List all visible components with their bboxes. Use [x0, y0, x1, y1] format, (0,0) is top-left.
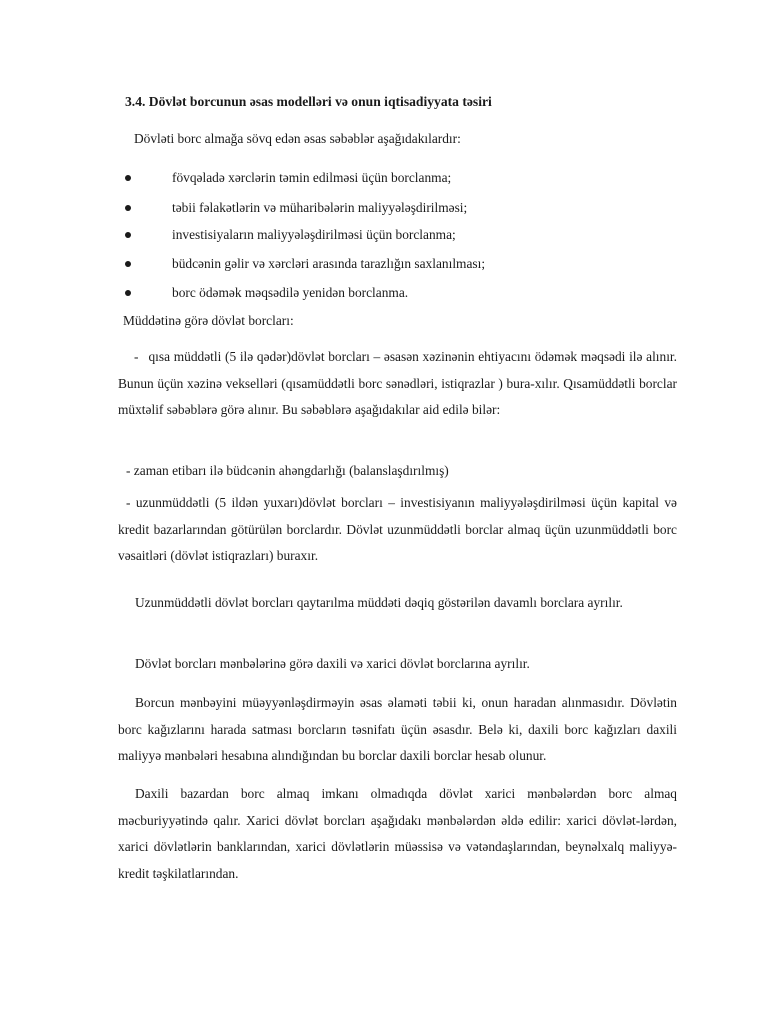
- short-term-paragraph: [118, 344, 677, 424]
- origin-paragraph: Borcun mənbəyini müəyyənləşdirməyin əsas əlaməti təbii ki, onun haradan alınmasıdır. Dövlətin borc kağızlarını harada satması borcların təsnifatı üçün əsasdır. Belə ki, daxili borc kağızları daxili maliyyə mənbələri hesabına alındığından bu borclar daxili borclar hesab olunur.: [118, 695, 677, 763]
- term-classification-heading: Müddətinə görə dövlət borcları:: [123, 313, 294, 328]
- bullet-icon: [125, 175, 131, 181]
- bullet-text: təbii fəlakətlərin və müharibələrin maliyyələşdirilməsi;: [172, 200, 468, 215]
- bullet-icon: [125, 290, 131, 296]
- bullet-text: investisiyaların maliyyələşdirilməsi üçün borclanma;: [172, 227, 456, 242]
- bullet-icon: [125, 261, 131, 267]
- bullet-text: fövqəladə xərclərin təmin edilməsi üçün borclanma;: [172, 170, 452, 185]
- long-term-paragraph: - uzunmüddətli (5 ildən yuxarı)dövlət borcları – investisiyanın maliyyələşdirilməsi üçün kapital və kredit bazarlarından götürülən borclardır. Dövlət uzunmüddətli borclar almaq üçün uzunmüddətli borc vəsaitləri (dövlət istiqrazları) buraxır.: [118, 495, 677, 563]
- short-term-dash: -: [134, 349, 139, 364]
- repayment-paragraph: Uzunmüddətli dövlət borcları qaytarılma müddəti dəqiq göstərilən davamlı borclara ayrılır.: [135, 595, 623, 610]
- budget-balance-item: - zaman etibarı ilə büdcənin ahəngdarlığı (balanslaşdırılmış): [126, 463, 449, 478]
- external-debt-paragraph: Daxili bazardan borc almaq imkanı olmadıqda dövlət xarici mənbələrdən borc almaq məcburiyyətində qalır. Xarici dövlət borcları aşağıdakı mənbələrdən əldə edilir: xarici dövlət-lərdən, xarici dövlətlərin banklarından, xarici dövlətlərin müəssisə və vətəndaşlarından, beynəlxalq maliyyə-kredit təşkilatlarından.: [118, 786, 677, 881]
- bullet-icon: [125, 205, 131, 211]
- sources-paragraph: Dövlət borcları mənbələrinə görə daxili və xarici dövlət borclarına ayrılır.: [135, 656, 530, 671]
- bullet-icon: [125, 232, 131, 238]
- bullet-text: büdcənin gəlir və xərcləri arasında tarazlığın saxlanılması;: [172, 256, 486, 271]
- bullet-text: borc ödəmək məqsədilə yenidən borclanma.: [172, 285, 409, 300]
- intro-paragraph: Dövləti borc almağa sövq edən əsas səbəblər aşağıdakılardır:: [134, 131, 461, 146]
- section-heading: 3.4. Dövlət borcunun əsas modelləri və onun iqtisadiyyata təsiri: [125, 94, 492, 109]
- short-term-text: qısa müddətli (5 ilə qədər)dövlət borcları – əsasən xəzinənin ehtiyacını ödəmək məqsədi ilə alınır. Bunun üçün xəzinə veksellәri (qısamüddətli borc sənədləri, istiqrazlar ) bura-xılır. Qısamüddətli borclar müxtəlif səbəblərə görə alınır. Bu səbəblərə aşağıdakılar aid edilə bilər:: [118, 349, 677, 417]
